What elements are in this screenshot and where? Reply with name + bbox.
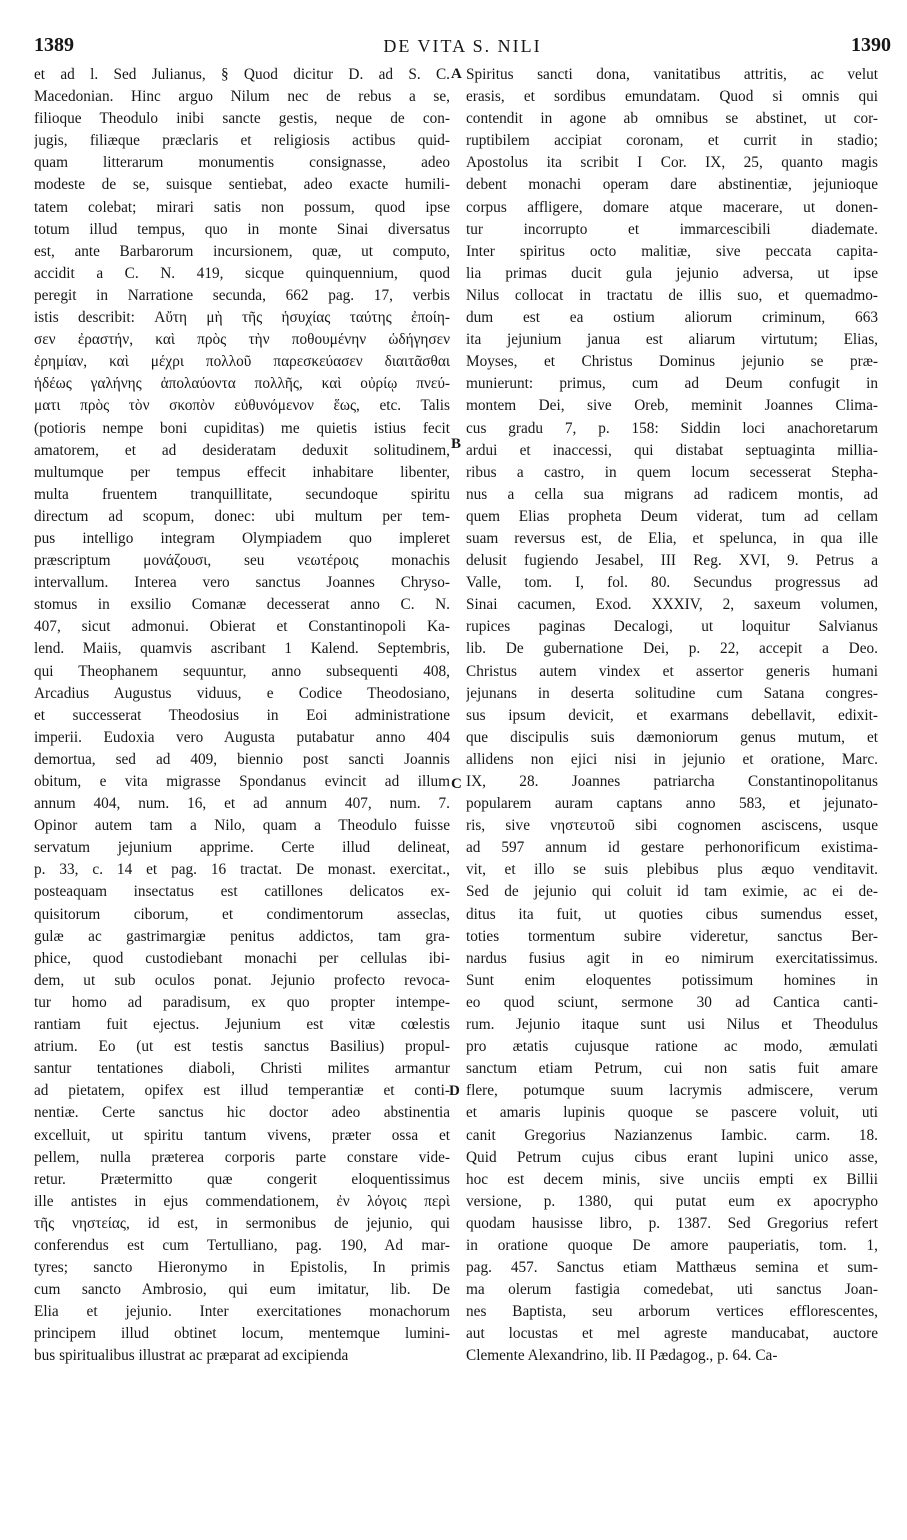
text-line: Sunt enim eloquentes potissimum homines in xyxy=(466,971,878,989)
section-marker-a: A xyxy=(451,66,462,82)
text-line: corpus affligere, domare atque macerare, ut donen- xyxy=(466,198,878,216)
text-line: ris, sive νηστευτοῦ sibi cognomen asciscens, usque xyxy=(466,817,878,835)
left-column xyxy=(34,64,450,1368)
text-line: Clemente Alexandrino, lib. II Pædagog., p. 64. Ca- xyxy=(466,1347,778,1365)
text-line: vit, et illo se suis plebibus plus æquo venditavit. xyxy=(466,861,878,879)
text-line: Sinai cacumen, Exod. XXXIV, 2, saxeum volumen, xyxy=(466,596,878,614)
text-line: debent monachi operam dare abstinentiæ, jejunioque xyxy=(466,176,878,194)
text-line: ita jejunium janua est aliarum virtutum; Elias, xyxy=(466,331,878,349)
text-line: ruptibilem accipiat coronam, et currit in stadio; xyxy=(466,132,878,150)
text-line: σεν ἐραστήν, καὶ πρὸς τὴν ποθουμένην ὡδήγησεν xyxy=(34,331,450,349)
text-line: pro ætatis cujusque ratione ac modo, æmulati xyxy=(466,1038,878,1056)
text-line: nardus fusius agit in eo nimirum exercitatissimus. xyxy=(466,949,878,967)
text-line: Spiritus sancti dona, vanitatibus attritis, ac velut xyxy=(466,66,878,83)
text-line: ardui et inaccessi, qui distabat septuaginta millia- xyxy=(466,441,878,459)
text-line: Quid Petrum cujus cibus erant lupini unico asse, xyxy=(466,1148,878,1166)
text-line: lib. De gubernatione Dei, p. 22, accepit a Deo. xyxy=(466,640,878,658)
text-line: jugis, filiæque præclaris et religiosis actibus quid- xyxy=(34,132,450,150)
text-line: ματι πρὸς τὸν σκοπὸν εὐθυνόμενον ἕως, etc. Talis xyxy=(34,397,450,415)
text-line: santur tentationes diaboli, Christi milites armantur xyxy=(34,1060,450,1078)
text-line: dem, ut sub oculos ponat. Jejunio profecto revoca- xyxy=(34,971,450,989)
text-line: Moyses, et Christus Dominus jejunio se præ- xyxy=(466,353,878,371)
text-line: contendit in agone ab omnibus se abstinet, ut cor- xyxy=(466,110,878,128)
text-line: ribus a castro, in quem locum secesserat Stepha- xyxy=(466,463,878,481)
text-line: hoc est decem minis, sive unciis empti ex Billii xyxy=(466,1170,878,1188)
section-marker-b: B xyxy=(451,436,462,452)
text-line: ad pietatem, opifex est illud temperantiæ et conti- xyxy=(34,1082,450,1100)
text-line: toties tormentum subire videretur, sanctus Ber- xyxy=(466,927,878,945)
text-line: præscriptum μονάζουσι, seu νεωτέροις monachis xyxy=(34,552,450,570)
section-marker-d: D xyxy=(449,1083,460,1099)
text-line: et amaris lupinis quoque se pascere voluit, uti xyxy=(466,1104,878,1122)
text-line: accidit a C. N. 419, sicque quinquennium, quod xyxy=(34,264,450,282)
text-line: sanctum etiam Petrum, cui non satis fuit amare xyxy=(466,1060,878,1078)
text-line: ditus ita fuit, ut quoties cibus sumendus esset, xyxy=(466,905,878,923)
text-line: munierunt: primus, cum ad Deum confugit in xyxy=(466,375,878,393)
text-line: tyres; sancto Hieronymo in Epistolis, In primis xyxy=(34,1259,450,1277)
text-line: montem Dei, sive Oreb, meminit Joannes Clima- xyxy=(466,397,878,415)
text-line: directum ad scopum, donec: ubi multum per tem- xyxy=(34,507,450,525)
text-line: cus gradu 7, p. 158: Siddin loci anachoretarum xyxy=(466,419,878,437)
text-line: nentiæ. Certe sanctus hic doctor adeo abstinentia xyxy=(34,1104,450,1122)
text-line: aut locustas et mel agreste manducabat, auctore xyxy=(466,1325,878,1343)
text-line: ad 597 annum id gestare perhonorificum existima- xyxy=(466,839,878,857)
text-line: excelluit, ut spiritu tantum vivens, præter ossa et xyxy=(34,1126,450,1144)
page-number-right: 1390 xyxy=(851,34,891,56)
text-line: IX, 28. Joannes patriarcha Constantinopolitanus xyxy=(466,773,878,790)
text-line: jejunans in deserta solitudine cum Satana congres- xyxy=(466,684,878,702)
running-title: DE VITA S. NILI xyxy=(383,36,542,56)
text-line: amatorem, et ad desideratam deduxit solitudinem, xyxy=(34,441,450,459)
text-line: rum. Jejunio itaque sunt usi Nilus et Theodulus xyxy=(466,1016,878,1034)
text-line: Macedonian. Hinc arguo Nilum nec de rebus a se, xyxy=(34,88,450,106)
text-line: posteaquam insectatus est catillones delicatos ex- xyxy=(34,883,450,901)
text-line: Valle, tom. I, fol. 80. Secundus progressus ad xyxy=(466,574,878,592)
text-line: modeste de se, suisque sentiebat, adeo exacte humili- xyxy=(34,176,450,194)
text-line: rupices paginas Decalogi, ut loquitur Salvianus xyxy=(466,618,878,636)
text-line: atrium. Eo (ut est testis sanctus Basilius) propul- xyxy=(34,1038,450,1056)
text-line: Nilus collocat in tractatu de illis suo, et quemadmo- xyxy=(466,286,878,304)
page-header xyxy=(34,34,891,60)
text-line: intervallum. Interea vero sanctus Joannes Chryso- xyxy=(34,574,450,592)
text-line: 407, sicut admonui. Obierat et Constantinopoli Ka- xyxy=(34,618,450,636)
text-line: quam litterarum monumentis consignasse, adeo xyxy=(34,154,450,172)
text-line: dum est ea ostium aliorum criminum, 663 xyxy=(466,309,878,327)
text-line: lend. Maiis, quamvis ascribant 1 Kalend. Septembris, xyxy=(34,640,450,658)
text-line: ma olerum fastigia comedebat, uti sanctus Joan- xyxy=(466,1281,878,1299)
text-line: multumque per tempus effecit inhabitare libenter, xyxy=(34,463,450,481)
text-line: rantiam fuit ejectus. Jejunium est vitæ cœlestis xyxy=(34,1016,450,1034)
text-line: quodam hausisse libro, p. 1387. Sed Gregorius refert xyxy=(466,1214,878,1232)
text-line: flere, potumque suum lacrymis admiscere, verum xyxy=(466,1082,878,1100)
text-line: qui Theophanem sequuntur, anno subsequenti 408, xyxy=(34,662,450,680)
text-line: Elia et jejunio. Inter exercitationes monachorum xyxy=(34,1303,450,1321)
text-line: nes Baptista, seu arborum vertices efflorescentes, xyxy=(466,1303,878,1321)
text-line: sus ipsum devicit, et exarmans debellavit, edixit- xyxy=(466,706,878,724)
text-line: stomus in exsilio Comanæ decesserat anno C. N. xyxy=(34,596,450,614)
text-line: phice, quod custodiebant monachi per cellulas ibi- xyxy=(34,949,450,967)
text-line: allidens non ejici nisi in jejunio et oratione, Marc. xyxy=(466,750,878,768)
text-line: et ad l. Sed Julianus, § Quod dicitur D. ad S. C. xyxy=(34,66,450,83)
text-line: et successerat Theodosius in Eoi administratione xyxy=(34,706,450,724)
text-line: annum 404, num. 16, et ad annum 407, num. 7. xyxy=(34,795,450,813)
text-line: cum sancto Ambrosio, qui eum imitatur, lib. De xyxy=(34,1281,450,1299)
text-line: p. 33, c. 14 et pag. 16 tractat. De monast. exercitat., xyxy=(34,861,450,879)
text-line: demortua, sed ad 409, biennio post sancti Joannis xyxy=(34,750,450,768)
text-line: est, ante Barbarorum incursionem, quæ, ut computo, xyxy=(34,242,450,260)
page-number-left: 1389 xyxy=(34,34,74,56)
text-line: peregit in Narratione secunda, 662 pag. 17, verbis xyxy=(34,286,450,304)
text-line: ille antistes in ejus commendationem, ἐν λόγοις περὶ xyxy=(34,1192,450,1210)
text-line: nus a cella sua migrans ad radicem montis, ad xyxy=(466,485,878,503)
text-line: pag. 457. Sanctus etiam Matthæus semina et sum- xyxy=(466,1259,878,1277)
text-line: Apostolus ita scribit I Cor. IX, 25, quanto magis xyxy=(466,154,878,172)
text-line: eo quod sciunt, sermone 30 ad Cantica canti- xyxy=(466,993,878,1011)
text-line: totum illud tempus, quo in monte Sinai diversatus xyxy=(34,220,450,238)
text-line: Inter spiritus octo malitiæ, sive peccata capita- xyxy=(466,242,878,260)
text-line: Christus autem vindex et assertor generis humani xyxy=(466,662,878,680)
text-line: versione, p. 1380, qui putat eum ex apocrypho xyxy=(466,1192,878,1210)
section-marker-c: C xyxy=(451,776,462,792)
right-column xyxy=(466,64,878,1368)
text-line: ἡδέως γαλήνης ἀπολαύοντα πολλῆς, καὶ οὐρίῳ πνεύ- xyxy=(34,375,450,393)
text-line: tatem colebat; mirari satis non possum, quod ipse xyxy=(34,198,450,216)
text-line: canit Gregorius Nazianzenus Iambic. carm. 18. xyxy=(466,1126,878,1144)
text-line: in oratione quoque De amore pauperiatis, tom. 1, xyxy=(466,1236,878,1254)
text-line: tur homo ad paradisum, ex quo propter intempe- xyxy=(34,993,450,1011)
text-line: (potioris nempe boni cupiditas) me quietis istius fecit xyxy=(34,419,450,437)
text-line: gulæ ac gastrimargiæ penitus addictos, tam gra- xyxy=(34,927,450,945)
text-line: retur. Prætermitto quæ congerit eloquentissimus xyxy=(34,1170,450,1188)
text-line: suam reversus est, de Elia, et spelunca, in qua ille xyxy=(466,529,878,547)
text-line: ἐρημίαν, καὶ μέχρι πολλοῦ παρεσκεύασεν διαιτᾶσθαι xyxy=(34,353,450,371)
text-line: imperii. Eudoxia vero Augusta putabatur anno 404 xyxy=(34,728,450,746)
text-line: conferendus est cum Tertulliano, pag. 190, Ad mar- xyxy=(34,1236,450,1254)
text-line: lia primas ducit gula jejunio adversa, ut ipse xyxy=(466,264,878,282)
text-line: delusit fugiendo Jesabel, III Reg. XVI, 9. Petrus a xyxy=(466,552,878,570)
text-line: principem illud obtinet locum, mentemque lumini- xyxy=(34,1325,450,1343)
text-line: quem Elias propheta Deum viderat, tum ad cellam xyxy=(466,507,878,525)
text-line: istis describit: Αὔτη μὴ τῆς ἡσυχίας ταύτης ἐποίη- xyxy=(34,309,450,327)
text-line: obitum, e vita migrasse Spondanus evincit ad illum xyxy=(34,773,450,790)
text-line: filioque Theodulo inibi sancte gestis, neque de con- xyxy=(34,110,450,128)
text-line: popularem auram captans anno 583, et jejunato- xyxy=(466,795,878,813)
text-line: erasis, et sordibus emundatam. Quod si omnis qui xyxy=(466,88,878,106)
text-line: pellem, nulla præterea corporis parte constare vide- xyxy=(34,1148,450,1166)
text-line: que discipulis suis dæmoniorum genus mutum, et xyxy=(466,728,878,746)
text-line: Arcadius Augustus viduus, e Codice Theodosiano, xyxy=(34,684,450,702)
text-line: tur incorrupto et immarcescibili diademate. xyxy=(466,220,878,238)
text-line: bus spiritualibus illustrat ac præparat ad excipienda xyxy=(34,1347,349,1365)
text-line: Sed de jejunio qui coluit id tam eximie, ac ei de- xyxy=(466,883,878,901)
text-line: pus intelligo integram Olympiadem quo impleret xyxy=(34,529,450,547)
text-line: servatum jejunium apprime. Certe illud delineat, xyxy=(34,839,450,857)
text-line: multa fruentem tranquillitate, secundoque spiritu xyxy=(34,485,450,503)
text-line: Opinor autem tam a Nilo, quam a Theodulo fuisse xyxy=(34,817,450,835)
text-line: τῆς νηστείας, id est, in sermonibus de jejunio, qui xyxy=(34,1214,450,1232)
text-line: quisitorum ciborum, et condimentorum asseclas, xyxy=(34,905,450,923)
